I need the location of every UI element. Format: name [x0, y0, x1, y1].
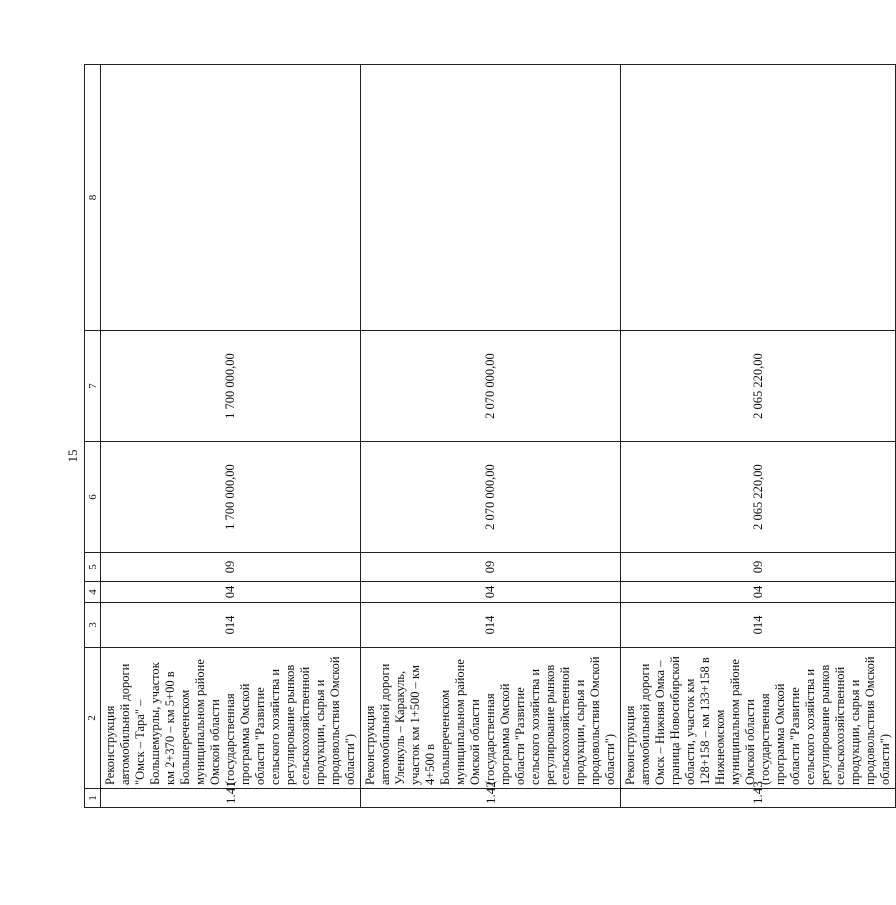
col-header-8: 8	[85, 65, 101, 331]
table-row	[621, 65, 896, 808]
row-number: 1.42	[361, 789, 621, 808]
cell-col8	[101, 65, 361, 331]
amount-col6: 1 700 000,00	[101, 442, 361, 553]
object-name: Реконструкция автомобильной дороги Омск – Нижняя Омка – граница Новосибирской области, участок км 128+158 – км 133+158 в Нижнеомском муниципальном районе Омской области (государственная программа Омской области "Развитие сельского хозяйства и регулирование рынков сельскохозяйственной продукции, сырья и продовольствия Омской области")	[621, 648, 896, 789]
row-number: 1.41	[101, 789, 361, 808]
cell-col8	[361, 65, 621, 331]
cell-col4: 04	[361, 582, 621, 603]
cell-col5: 09	[101, 553, 361, 582]
col-header-2: 2	[85, 648, 101, 789]
col-header-3: 3	[85, 603, 101, 648]
amount-col7: 2 065 220,00	[621, 331, 896, 442]
column-number-row	[85, 65, 101, 808]
table-row	[361, 65, 621, 808]
col-header-1: 1	[85, 789, 101, 808]
cell-col8	[621, 65, 896, 331]
rotated-table-wrapper	[84, 64, 892, 808]
amount-col7: 2 070 000,00	[361, 331, 621, 442]
object-name: Реконструкция автомобильной дороги "Омск – Тара" – Большемурлы, участок км 2+370 – км 5+00 в Большереченском муниципальном районе Омской области (государственная программа Омской области "Развитие сельского хозяйства и регулирование рынков сельскохозяйственной продукции, сырья и продовольствия Омской области")	[101, 648, 361, 789]
col-header-6: 6	[85, 442, 101, 553]
col-header-4: 4	[85, 582, 101, 603]
cell-col4: 04	[101, 582, 361, 603]
table-row	[101, 65, 361, 808]
amount-col6: 2 065 220,00	[621, 442, 896, 553]
budget-table	[84, 64, 896, 808]
cell-col3: 014	[101, 603, 361, 648]
amount-col7: 1 700 000,00	[101, 331, 361, 442]
cell-col4: 04	[621, 582, 896, 603]
page-number: 15	[65, 449, 80, 463]
object-name: Реконструкция автомобильной дороги Уленкуль – Каракуль, участок км 1+500 – км 4+500 в Большереченском муниципальном районе Омской области (государственная программа Омской области "Развитие сельского хозяйства и регулирование рынков сельскохозяйственной продукции, сырья и продовольствия Омской области")	[361, 648, 621, 789]
amount-col6: 2 070 000,00	[361, 442, 621, 553]
col-header-5: 5	[85, 553, 101, 582]
cell-col3: 014	[621, 603, 896, 648]
col-header-7: 7	[85, 331, 101, 442]
cell-col5: 09	[621, 553, 896, 582]
cell-col5: 09	[361, 553, 621, 582]
cell-col3: 014	[361, 603, 621, 648]
row-number: 1.43	[621, 789, 896, 808]
